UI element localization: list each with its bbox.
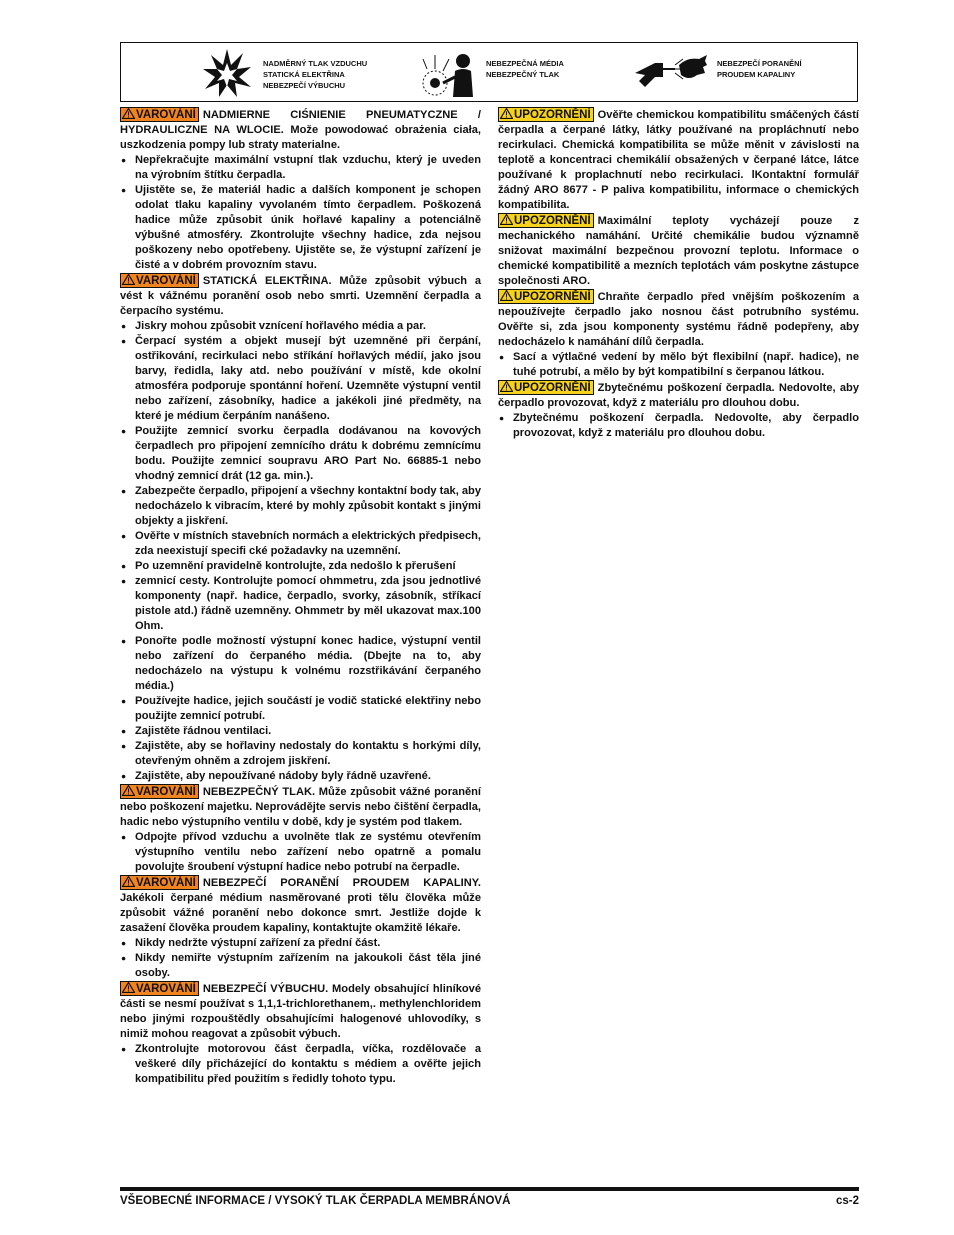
- list-item: ● Sací a výtlačné vedení by mělo být flexibilní (např. hadice), ne tuhé potrubí, a mělo by být kompatibilní s čerpanou látkou.: [498, 350, 859, 380]
- caution-label: [498, 380, 594, 395]
- warning-label: [120, 981, 199, 996]
- warning-triangle-icon: [500, 290, 513, 301]
- right-column: [498, 107, 859, 441]
- warning-text: NEBEZPEČÍ VÝBUCHU. Modely obsahující hliníkové části se nesmí používat s 1,1,1-trichlorethanem,. methylenchloridem nebo jinými rozpouštědly obsahujícími halogenové uhlovodíky, s nimiž mohou reagovat a způsobit výbuch.: [120, 983, 481, 1040]
- caution-text: Zbytečnému poškození čerpadla. Nedovolte, aby čerpadlo provozovat, když z materiálu pro dlouhou dobu.: [498, 382, 859, 409]
- warning-label: [120, 107, 199, 122]
- bullet-list: [498, 411, 859, 441]
- list-item: ● Zajistěte, aby nepoužívané nádoby byly řádně uzavřené.: [120, 769, 481, 784]
- list-item: ● Zajistěte řádnou ventilaci.: [120, 724, 481, 739]
- caution-label: [498, 107, 594, 122]
- warning-text: STATICKÁ ELEKTŘINA. Může způsobit výbuch a vést k vážnému poranění osob nebo smrti. Uzemnění čerpadla a čerpacího systému.: [120, 275, 481, 317]
- hazard-line: NADMĚRNÝ TLAK VZDUCHU: [263, 59, 368, 68]
- caution-paragraph: [498, 289, 859, 350]
- warning-paragraph: [120, 273, 481, 319]
- list-item: ● Zkontrolujte motorovou část čerpadla, víčka, rozdělovače a veškeré díly přicházející do kontaktu s médiem a ověřte jejich kompatibilitu před použitím s ředidly tohoto typu.: [120, 1042, 481, 1087]
- list-item: ● Po uzemnění pravidelně kontrolujte, zda nedošlo k přerušení: [120, 559, 481, 574]
- hazard-text-media: [486, 58, 564, 80]
- warning-label-text: VAROVÁNÍ: [136, 983, 196, 995]
- list-item: ● Ověřte v místních stavebních normách a elektrických předpisech, zda neexistují specifi cké požadavky na uzemnění.: [120, 529, 481, 559]
- hazard-text-injection: [717, 58, 802, 80]
- list-item: ● Používejte hadice, jejich součástí je vodič statické elektřiny nebo použijte zemnicí potrubí.: [120, 694, 481, 724]
- list-item: ● Použijte zemnicí svorku čerpadla dodávanou na kovových čerpadlech pro připojení zemnícího drátu k dobrému zemnícímu bodu. Použijte zemnicí soupravu ARO Part No. 66885-1 nebo vhodný zemnicí drát (12 ga. min.).: [120, 424, 481, 484]
- warning-triangle-icon: [122, 108, 135, 119]
- warning-label-text: VAROVÁNÍ: [136, 275, 196, 287]
- left-column: [120, 107, 481, 1087]
- bullet-list: [120, 1042, 481, 1087]
- caution-paragraph: [498, 107, 859, 213]
- caution-paragraph: [498, 380, 859, 411]
- list-item: ● Nepřekračujte maximální vstupní tlak vzduchu, který je uveden na výrobním štítku čerpadla.: [120, 153, 481, 183]
- list-item: ● Zabezpečte čerpadlo, připojení a všechny kontaktní body tak, aby nedocházelo k vibracím, které by mohly způsobit kontakt s jinými objekty a jiskření.: [120, 484, 481, 529]
- caution-label: [498, 289, 594, 304]
- list-item: ● Ujistěte se, že materiál hadic a dalších komponent je schopen odolat tlaku kapaliny vyvolaném tímto čerpadlem. Poškozená hadice může způsobit únik hořlavé kapaliny a potenciálně výbušné atmosféry. Zkontrolujte všechny hadice, zda nejsou poškozeny nebo opotřebeny. Ujistěte se, že výstupní zařízení je čisté a v dobrém provozním stavu.: [120, 183, 481, 273]
- warning-label-text: VAROVÁNÍ: [136, 786, 196, 798]
- hazard-text-pressure: [263, 58, 367, 91]
- warning-paragraph: [120, 107, 481, 153]
- caution-label-text: UPOZORNĚNÍ: [514, 291, 591, 303]
- footer-rule: [120, 1187, 859, 1191]
- footer-title: VŠEOBECNÉ INFORMACE / VYSOKÝ TLAK ČERPADLA MEMBRÁNOVÁ: [120, 1195, 511, 1207]
- hazard-header-box: [120, 42, 858, 102]
- warning-triangle-icon: [122, 876, 135, 887]
- warning-text: NEBEZPEČNÝ TLAK. Může způsobit vážné poranění nebo poškození majetku. Neprovádějte servis nebo čištění čerpadla, hadic nebo výstupního ventilu v době, kdy je systém pod tlakem.: [120, 786, 481, 828]
- warning-triangle-icon: [122, 274, 135, 285]
- list-item: ● Zajistěte, aby se hořlaviny nedostaly do kontaktu s horkými díly, otevřeným ohněm a zdrojem jiskření.: [120, 739, 481, 769]
- warning-paragraph: [120, 784, 481, 830]
- hazardous-fumes-icon: [421, 47, 479, 104]
- hazard-line: NEBEZPEČÍ PORANĚNÍ: [717, 59, 802, 68]
- bullet-list: [120, 936, 481, 981]
- warning-label-text: VAROVÁNÍ: [136, 109, 196, 121]
- list-item: ● Čerpací systém a objekt musejí být uzemněné při čerpání, ostřikování, recirkulaci nebo stříkání hořlavých médií, jako jsou barvy, ředidla, laky atd. nebo používání v místě, kde okolní atmosféra podporuje spontánní hoření. Uzemněte výstupní ventil nebo zařízení, zásobníky, hadice a jakékoli jiné předměty, na které je médium čerpáním nanášeno.: [120, 334, 481, 424]
- list-item: ● Nikdy nedržte výstupní zařízení za přední část.: [120, 936, 481, 951]
- warning-label-text: VAROVÁNÍ: [136, 877, 196, 889]
- warning-label: [120, 273, 199, 288]
- injection-hand-icon: [633, 47, 709, 104]
- caution-label-text: UPOZORNĚNÍ: [514, 382, 591, 394]
- bullet-list: [120, 153, 481, 273]
- hazard-line: NEBEZPEČNÁ MÉDIA: [486, 59, 564, 68]
- warning-text: NADMIERNE CIŚNIENIE PNEUMATYCZNE / HYDRAULICZNE NA WLOCIE. Može powodować obrażenia ciała, uszkodzenia pompy lub straty materialne.: [120, 109, 481, 151]
- caution-text: Maximální teploty vycházejí pouze z mechanického namáhání. Určité chemikálie budou významně snižovat maximální bezpečnou provozní teplotu. Informace o chemické kompatibilitě a mezních teplotách vám poskytne zástupce společnosti ARO.: [498, 215, 859, 287]
- warning-label: [120, 875, 199, 890]
- warning-triangle-icon: [122, 785, 135, 796]
- warning-triangle-icon: [500, 214, 513, 225]
- bullet-list: [120, 319, 481, 784]
- list-item: ● Zbytečnému poškození čerpadla. Nedovolte, aby čerpadlo provozovat, když z materiálu pro dlouhou dobu.: [498, 411, 859, 441]
- list-item: ● zemnicí cesty. Kontrolujte pomocí ohmmetru, zda jsou jednotlivé komponenty (např. hadice, čerpadlo, svorky, zásobník, stříkací pistole atd.) řádně uzemněny. Ohmmetr by měl ukazovat max.100 Ohm.: [120, 574, 481, 634]
- caution-paragraph: [498, 213, 859, 289]
- list-item: ● Jiskry mohou způsobit vznícení hořlavého média a par.: [120, 319, 481, 334]
- hazard-line: NEBEZPEČÍ VÝBUCHU: [263, 81, 346, 90]
- list-item: ● Nikdy nemiřte výstupním zařízením na jakoukoli část těla jiné osoby.: [120, 951, 481, 981]
- warning-label: [120, 784, 199, 799]
- page-number: cs-2: [835, 1195, 859, 1207]
- hazard-line: STATICKÁ ELEKTŘINA: [263, 70, 345, 79]
- warning-paragraph: [120, 981, 481, 1042]
- explosion-icon: [201, 47, 253, 104]
- hazard-line: NEBEZPEČNÝ TLAK: [486, 70, 560, 79]
- warning-triangle-icon: [122, 982, 135, 993]
- caution-text: Ověřte chemickou kompatibilitu smáčených částí čerpadla a čerpané látky, látky používané na propláchnutí nebo recirkulaci. Chemická kompatibilita se může měnit v závislosti na teplotě a koncentraci chemikálií obsažených v čerpané látce, látce používané k proplachnutí nebo recirkulaci. lKontaktní formulář žádný ARO 8677 - P paliva kompatibilitu, informace o chemických kompatibilita.: [498, 109, 859, 211]
- bullet-list: [498, 350, 859, 380]
- caution-label: [498, 213, 594, 228]
- bullet-list: [120, 830, 481, 875]
- warning-text: NEBEZPEČÍ PORANĚNÍ PROUDEM KAPALINY. Jakékoli čerpané médium nasměrované proti tělu člověka může způsobit vážné poranění nebo dokonce smrt. Jestliže dojde k zasažení člověka proudem kapaliny, kontaktujte okamžitě lékaře.: [120, 877, 481, 934]
- list-item: ● Odpojte přívod vzduchu a uvolněte tlak ze systému otevřením výstupního ventilu nebo zařízení nebo opatrně a pomalu povolujte šroubení výstupní hadice nebo potrubí na čerpadle.: [120, 830, 481, 875]
- warning-triangle-icon: [500, 381, 513, 392]
- caution-label-text: UPOZORNĚNÍ: [514, 109, 591, 121]
- hazard-line: PROUDEM KAPALINY: [717, 70, 796, 79]
- caution-text: Chraňte čerpadlo před vnějším poškozením a nepoužívejte čerpadlo jako nosnou část potrubního systému. Ověřte si, zda jsou komponenty systému řádně podepřeny, aby nedocházelo k namáhání dílů čerpadla.: [498, 291, 859, 348]
- warning-paragraph: [120, 875, 481, 936]
- caution-label-text: UPOZORNĚNÍ: [514, 215, 591, 227]
- list-item: ● Ponořte podle možností výstupní konec hadice, výstupní ventil nebo zařízení do čerpaného média. (Dbejte na to, aby nedocházelo na výstupu k volnému rozstřikávání čerpaného média.): [120, 634, 481, 694]
- warning-triangle-icon: [500, 108, 513, 119]
